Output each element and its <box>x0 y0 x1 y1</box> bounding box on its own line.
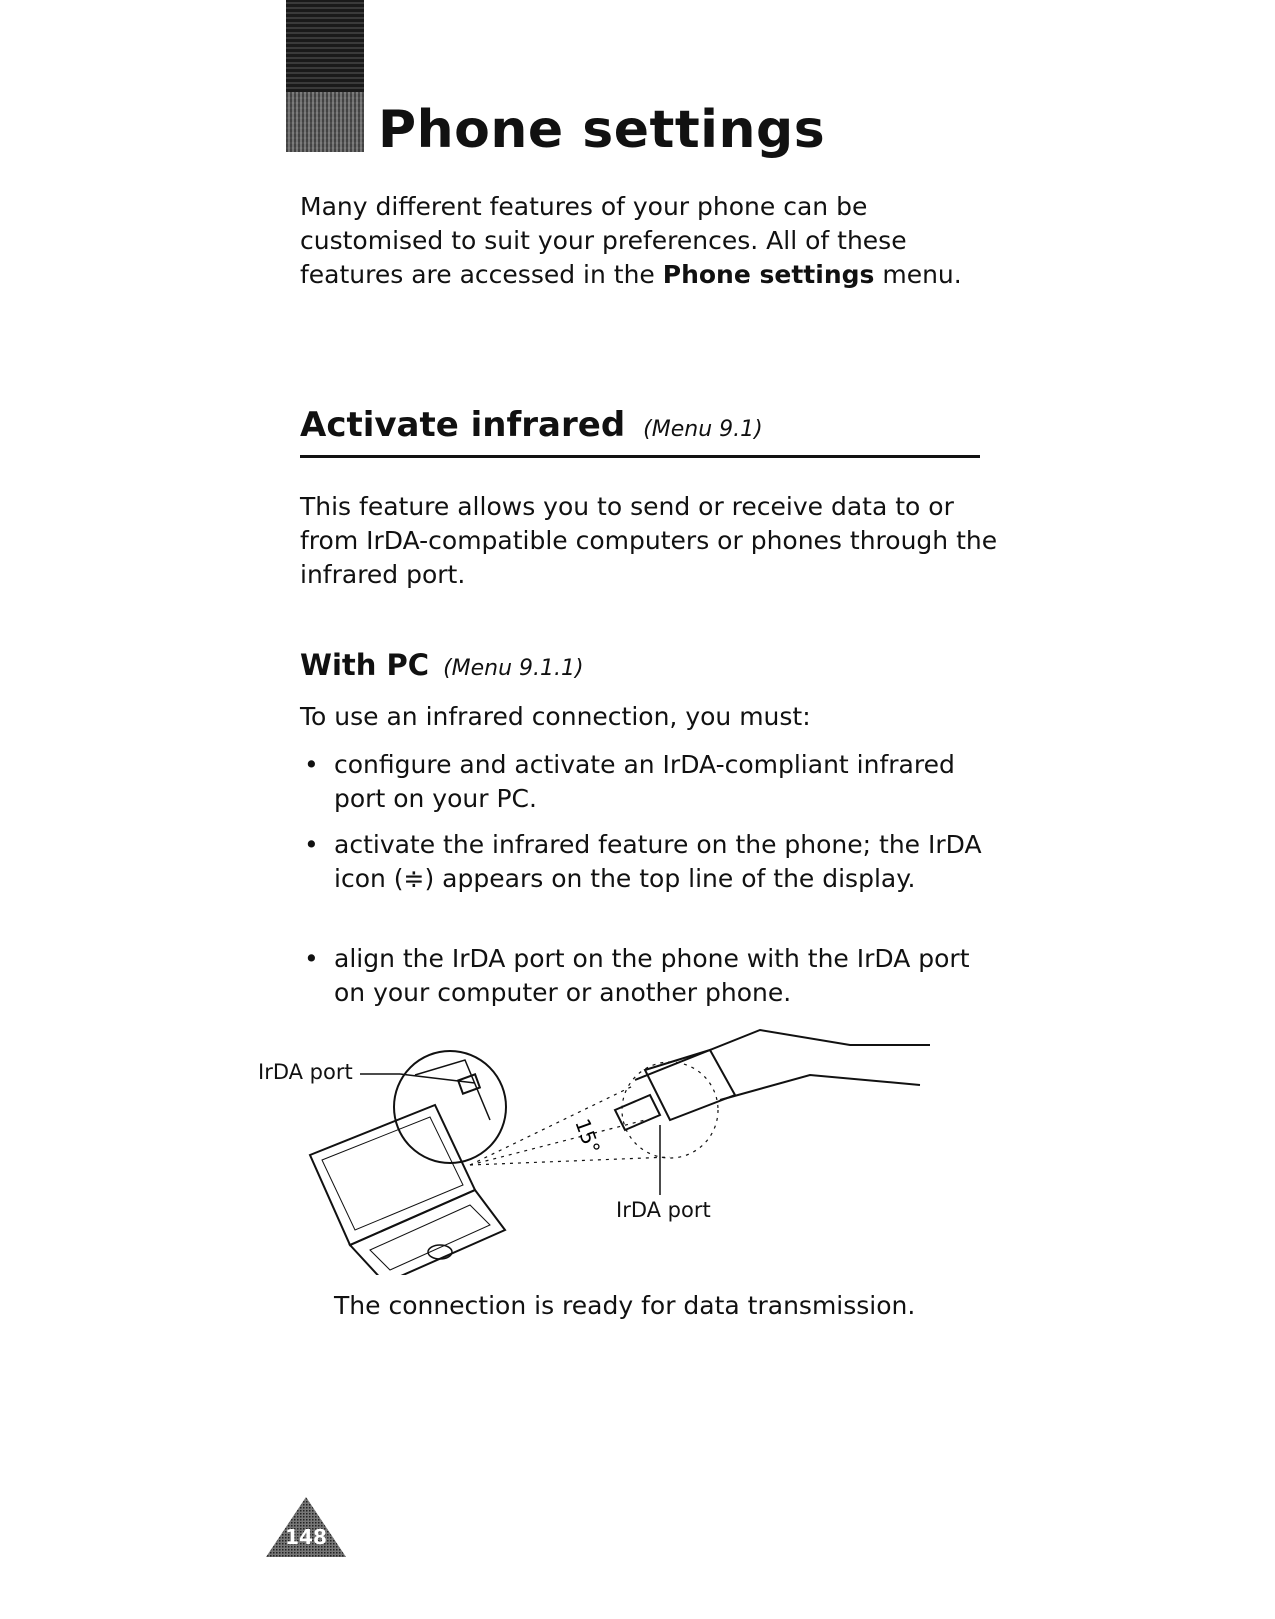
laptop-screen <box>310 1105 475 1245</box>
bullet-item <box>302 942 982 1010</box>
laptop-irda-window <box>458 1074 480 1093</box>
bullet-item <box>302 828 982 896</box>
intro-bold: Phone settings <box>662 260 875 289</box>
subsection-menu-ref: (Menu 9.1.1) <box>443 656 584 681</box>
section-body: This feature allows you to send or receive data to or from IrDA-compatible computers or phones through the infrared port. <box>300 492 998 589</box>
irda-port-label-phone: IrDA port <box>616 1198 711 1222</box>
page-number: 148 <box>285 1525 327 1549</box>
bullet-text: configure and activate an IrDA-compliant infrared port on your PC. <box>334 750 955 813</box>
angle-label: 15° <box>570 1115 605 1158</box>
bullet-dot: • <box>304 830 319 859</box>
subsection-lead: To use an infrared connection, you must: <box>300 702 811 731</box>
page-title: Phone settings <box>378 100 826 160</box>
irda-port-label-laptop: IrDA port <box>258 1060 353 1084</box>
intro-text: Many different features of your phone can be customised to suit your preferences. All of these features are accessed in the <box>300 192 907 289</box>
section-heading <box>300 405 763 445</box>
phone-antenna <box>615 1095 660 1130</box>
page-number-badge <box>264 1495 348 1559</box>
bullet-item <box>302 748 982 816</box>
hand-lower <box>720 1075 920 1100</box>
bullet-text: align the IrDA port on the phone with the IrDA port on your computer or another phone. <box>334 944 970 1007</box>
bullet-dot: • <box>304 944 319 973</box>
hand-upper <box>635 1030 930 1080</box>
intro-paragraph <box>300 190 1000 292</box>
zoom-circle <box>394 1051 506 1163</box>
laptop-base <box>350 1190 505 1275</box>
irda-illustration <box>250 1025 970 1275</box>
bullet-text: activate the infrared feature on the phone; the IrDA icon (≑) appears on the top line of the display. <box>334 830 982 893</box>
result-text: The connection is ready for data transmission. <box>334 1291 916 1320</box>
subsection-heading <box>300 648 584 682</box>
section-rule <box>300 455 980 458</box>
subsection-title: With PC <box>300 648 430 682</box>
bullet-dot: • <box>304 750 319 779</box>
section-title: Activate infrared <box>300 405 626 445</box>
phone-body <box>645 1050 735 1120</box>
section-menu-ref: (Menu 9.1) <box>643 417 763 442</box>
chapter-marker <box>286 0 364 152</box>
intro-text-end: menu. <box>874 260 962 289</box>
